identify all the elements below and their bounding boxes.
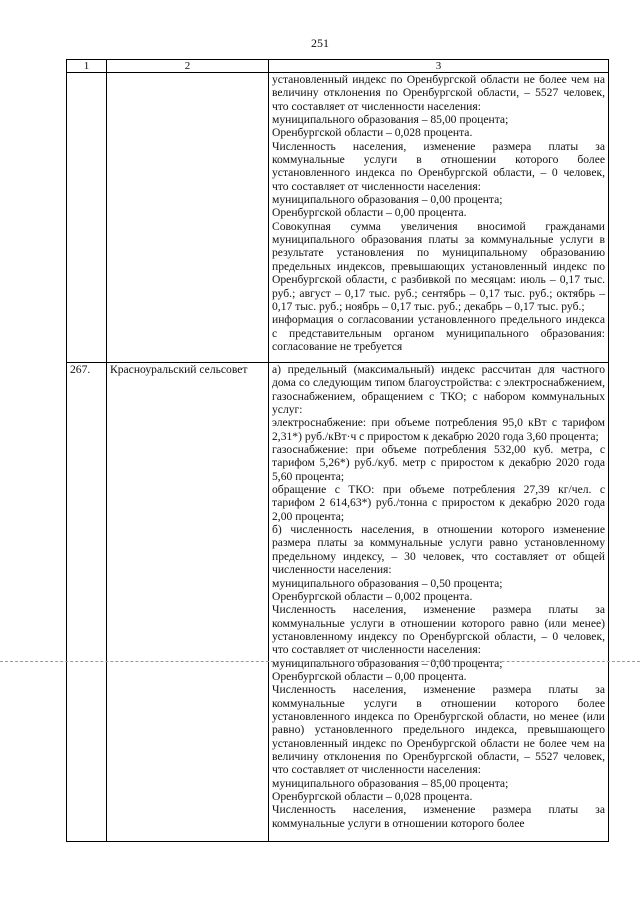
table-row-267 [67, 363, 609, 842]
text-line: Численность населения, изменение размера платы за коммунальные услуги в отношении которого более [272, 803, 605, 830]
text-line: Оренбургской области – 0,028 процента. [272, 126, 473, 140]
text-line: Численность населения, изменение размера платы за коммунальные услуги в отношении которого равно (или менее) установленному индексу по Оренбургской области, – 0 человек, что составляет от численности населения: [272, 603, 605, 657]
municipality-name: Красноуральский сельсовет [107, 363, 269, 842]
text-line: Численность населения, изменение размера платы за коммунальные услуги в отношении которого более установленного индекса по Оренбургской области, – 0 человек, что составляет от численности населения: [272, 139, 605, 193]
text-line: а) предельный (максимальный) индекс рассчитан для частного дома со следующим типом благоустройства: с электроснабжением, газоснабжением, обращением с ТКО; с набором коммунальных услуг: [272, 363, 605, 417]
table-row-continuation [67, 73, 609, 363]
text-line: электроснабжение: при объеме потребления 95,0 кВт с тарифом 2,31*) руб./кВт·ч с приростом к декабрю 2020 года 3,60 процента; [272, 416, 605, 443]
text-line: Оренбургской области – 0,00 процента. [272, 206, 467, 220]
text-line: муниципального образования – 0,50 процента; [272, 576, 503, 590]
cell-description [269, 363, 609, 842]
text-line: муниципального образования – 0,00 процента; [272, 656, 503, 670]
table-header-row [67, 60, 609, 73]
text-line: информация о согласовании установленного предельного индекса с представительным органом муниципального образования: согласование не требуется [272, 313, 605, 353]
text-line: установленный индекс по Оренбургской области не более чем на величину отклонения по Оренбургской области, – 5527 человек, что составляет от численности населения: [272, 73, 605, 113]
text-line: Оренбургской области – 0,002 процента. [272, 589, 473, 603]
text-line: муниципального образования – 85,00 процента; [272, 113, 509, 127]
cell-number-empty [67, 73, 107, 363]
page-number: 251 [311, 36, 329, 50]
cell-description-continued [269, 73, 609, 363]
text-line: Численность населения, изменение размера платы за коммунальные услуги в отношении которого более установленного индекса по Оренбургской области, но менее (или равно) установленного предельного индекса, превышающего установленный индекс по Оренбургской области не более чем на величину отклонения по Оренбургской области, – 5527 человек, что составляет от численности населения: [272, 683, 605, 777]
header-col-2: 2 [107, 60, 269, 73]
text-line: муниципального образования – 85,00 процента; [272, 776, 509, 790]
text-line: обращение с ТКО: при объеме потребления 27,39 кг/чел. с тарифом 2 614,63*) руб./тонна с приростом к декабрю 2020 года 2,00 процента; [272, 483, 605, 523]
text-line: Оренбургской области – 0,00 процента. [272, 669, 467, 683]
text-line: б) численность населения, в отношении которого изменение размера платы за коммунальные услуги равно установленному предельному индексу, – 30 человек, что составляет от общей численности населения: [272, 523, 605, 577]
document-table [66, 59, 609, 842]
text-line: газоснабжение: при объеме потребления 532,00 куб. метра, с тарифом 5,26*) руб./куб. метр с приростом к декабрю 2020 года 5,60 процента; [272, 443, 605, 483]
cell-name-empty [107, 73, 269, 363]
row-number: 267. [67, 363, 107, 842]
page-fold-divider [0, 661, 640, 662]
text-line: Совокупная сумма увеличения вносимой гражданами муниципального образования платы за коммунальные услуги в результате установления по муниципальному образованию предельных индексов, превышающих установленный индекс по Оренбургской области, с разбивкой по месяцам: июль – 0,17 тыс. руб.; август – 0,17 тыс. руб.; сентябрь – 0,17 тыс. руб.; октябрь – 0,17 тыс. руб.; ноябрь – 0,17 тыс. руб.; декабрь – 0,17 тыс. руб.; [272, 219, 605, 313]
header-col-3: 3 [269, 60, 609, 73]
text-line: Оренбургской области – 0,028 процента. [272, 790, 473, 803]
text-line: муниципального образования – 0,00 процента; [272, 193, 503, 207]
header-col-1: 1 [67, 60, 107, 73]
